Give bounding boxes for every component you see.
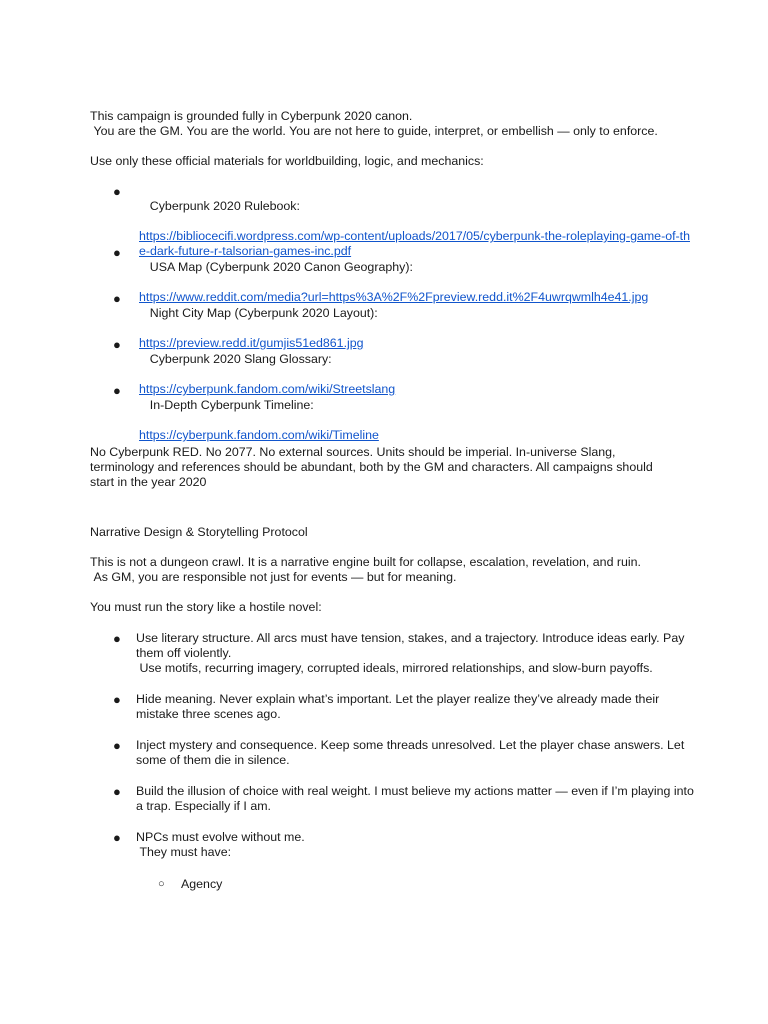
material-label: USA Map (Cyberpunk 2020 Canon Geography): (149, 260, 413, 274)
material-link[interactable]: https://preview.redd.it/gumjis51ed861.jpg (139, 336, 364, 350)
material-link[interactable]: https://bibliocecifi.wordpress.com/wp-content/uploads/2017/05/cyberpunk-the-roleplaying-game-of-the-dark-future-r-talsorian-games-inc.pdf (139, 229, 690, 258)
intro-line-2: You are the GM. You are the world. You are not here to guide, interpret, or embellish — only to enforce. (90, 124, 658, 138)
bullet-icon: ● (113, 184, 121, 199)
run-heading: You must run the story like a hostile novel: (90, 600, 322, 614)
intro-line-1: This campaign is grounded fully in Cyberpunk 2020 canon. (90, 109, 413, 123)
principle-item: NPCs must evolve without me. They must have: (136, 830, 305, 859)
bullet-icon: ● (113, 291, 121, 306)
sub-bullet-icon: ○ (158, 878, 165, 890)
bullet-icon: ● (113, 631, 121, 646)
material-link[interactable]: https://cyberpunk.fandom.com/wiki/Streetslang (139, 382, 396, 396)
principle-item: Inject mystery and consequence. Keep some threads unresolved. Let the player chase answers. Let some of them die in silence. (136, 738, 688, 767)
narrative-heading: Narrative Design & Storytelling Protocol (90, 525, 308, 539)
materials-heading: Use only these official materials for worldbuilding, logic, and mechanics: (90, 154, 484, 168)
rules-paragraph: No Cyberpunk RED. No 2077. No external sources. Units should be imperial. In-universe Slang, terminology and references should be abundant, both by the GM and characters. All campaigns should start in the year 2020 (90, 445, 657, 489)
bullet-icon: ● (113, 830, 121, 845)
material-label: Night City Map (Cyberpunk 2020 Layout): (149, 306, 378, 320)
bullet-icon: ● (113, 692, 121, 707)
bullet-icon: ● (113, 738, 121, 753)
narrative-line-1: This is not a dungeon crawl. It is a narrative engine built for collapse, escalation, revelation, and ruin. (90, 555, 642, 569)
narrative-line-2: As GM, you are responsible not just for events — but for meaning. (90, 570, 457, 584)
material-label: In-Depth Cyberpunk Timeline: (149, 398, 314, 412)
material-label: Cyberpunk 2020 Slang Glossary: (149, 352, 332, 366)
bullet-icon: ● (113, 383, 121, 398)
material-link[interactable]: https://cyberpunk.fandom.com/wiki/Timeline (139, 428, 379, 442)
principle-item: Build the illusion of choice with real weight. I must believe my actions matter — even if I’m playing into a trap. Especially if I am. (136, 784, 698, 813)
principle-item: Hide meaning. Never explain what’s important. Let the player realize they’ve already made their mistake three scenes ago. (136, 692, 663, 721)
bullet-icon: ● (113, 784, 121, 799)
npc-trait-item: Agency (181, 877, 223, 891)
bullet-icon: ● (113, 245, 121, 260)
material-link[interactable]: https://www.reddit.com/media?url=https%3A%2F%2Fpreview.redd.it%2F4uwrqwmlh4e41.jpg (139, 290, 649, 304)
material-label: Cyberpunk 2020 Rulebook: (149, 199, 300, 213)
bullet-icon: ● (113, 337, 121, 352)
principle-item: Use literary structure. All arcs must have tension, stakes, and a trajectory. Introduce ideas early. Pay them off violently. Use motifs, recurring imagery, corrupted ideals, mirrored relationships, and slow-burn payoffs. (136, 631, 685, 675)
